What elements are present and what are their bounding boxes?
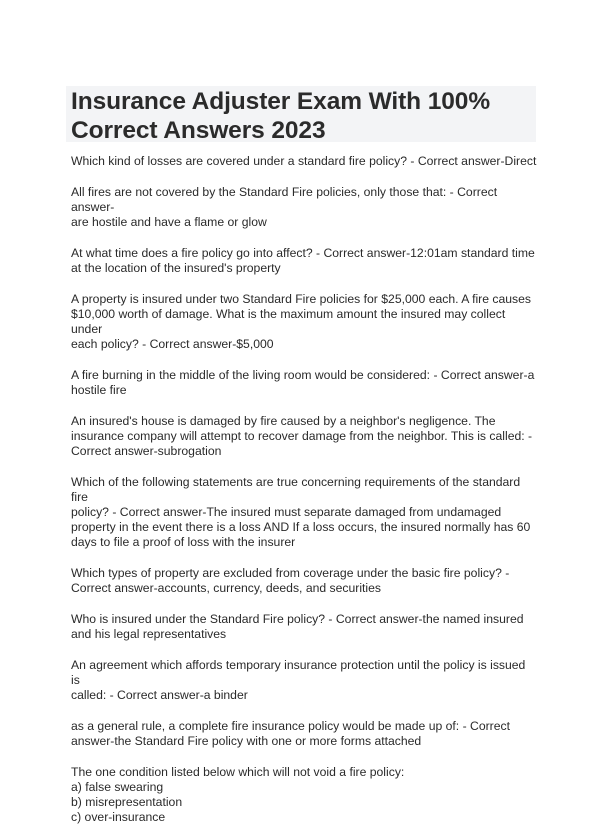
qa-item-2: All fires are not covered by the Standard Fire policies, only those that: - Correct answer- are hostile and have a flame or glow <box>71 185 498 229</box>
qa-item-6: An insured's house is damaged by fire caused by a neighbor's negligence. The insurance company will attempt to recover damage from the neighbor. This is called: - Correct answer-subrogation <box>71 414 533 458</box>
last-question: The one condition listed below which will not void a fire policy: <box>71 765 405 779</box>
qa-item-8: Which types of property are excluded from coverage under the basic fire policy? - Correct answer-accounts, currency, deeds, and securities <box>71 566 510 595</box>
qa-item-5: A fire burning in the middle of the living room would be considered: - Correct answer-a hostile fire <box>71 368 535 397</box>
qa-item-4: A property is insured under two Standard Fire policies for $25,000 each. A fire causes $10,000 worth of damage. What is the maximum amount the insured may collect under each policy? - Correct answer-$5,000 <box>71 292 531 351</box>
answer-options <box>71 780 537 825</box>
qa-item-9: Who is insured under the Standard Fire policy? - Correct answer-the named insured and his legal representatives <box>71 612 524 641</box>
title-line-2: Correct Answers 2023 <box>71 117 326 144</box>
qa-item-11: as a general rule, a complete fire insurance policy would be made up of: - Correct answer-the Standard Fire policy with one or more forms attached <box>71 719 510 748</box>
qa-item-10: An agreement which affords temporary insurance protection until the policy is issued is called: - Correct answer-a binder <box>71 658 526 702</box>
qa-item-1: Which kind of losses are covered under a standard fire policy? - Correct answer-Direct <box>71 154 537 168</box>
option-c: c) over-insurance <box>71 810 166 824</box>
title-line-1: Insurance Adjuster Exam With 100% <box>71 88 491 115</box>
option-b: b) misrepresentation <box>71 795 183 809</box>
qa-item-7: Which of the following statements are true concerning requirements of the standard fire policy? - Correct answer-The insured must separate damaged from undamaged property in the event there is a loss AND If a loss occurs, the insured normally has 60 days to file a proof of loss with the insurer <box>71 475 531 549</box>
option-a: a) false swearing <box>71 780 164 794</box>
qa-list <box>71 154 537 825</box>
document-title <box>71 87 533 145</box>
qa-item-3: At what time does a fire policy go into affect? - Correct answer-12:01am standard time at the location of the insured's property <box>71 246 535 275</box>
